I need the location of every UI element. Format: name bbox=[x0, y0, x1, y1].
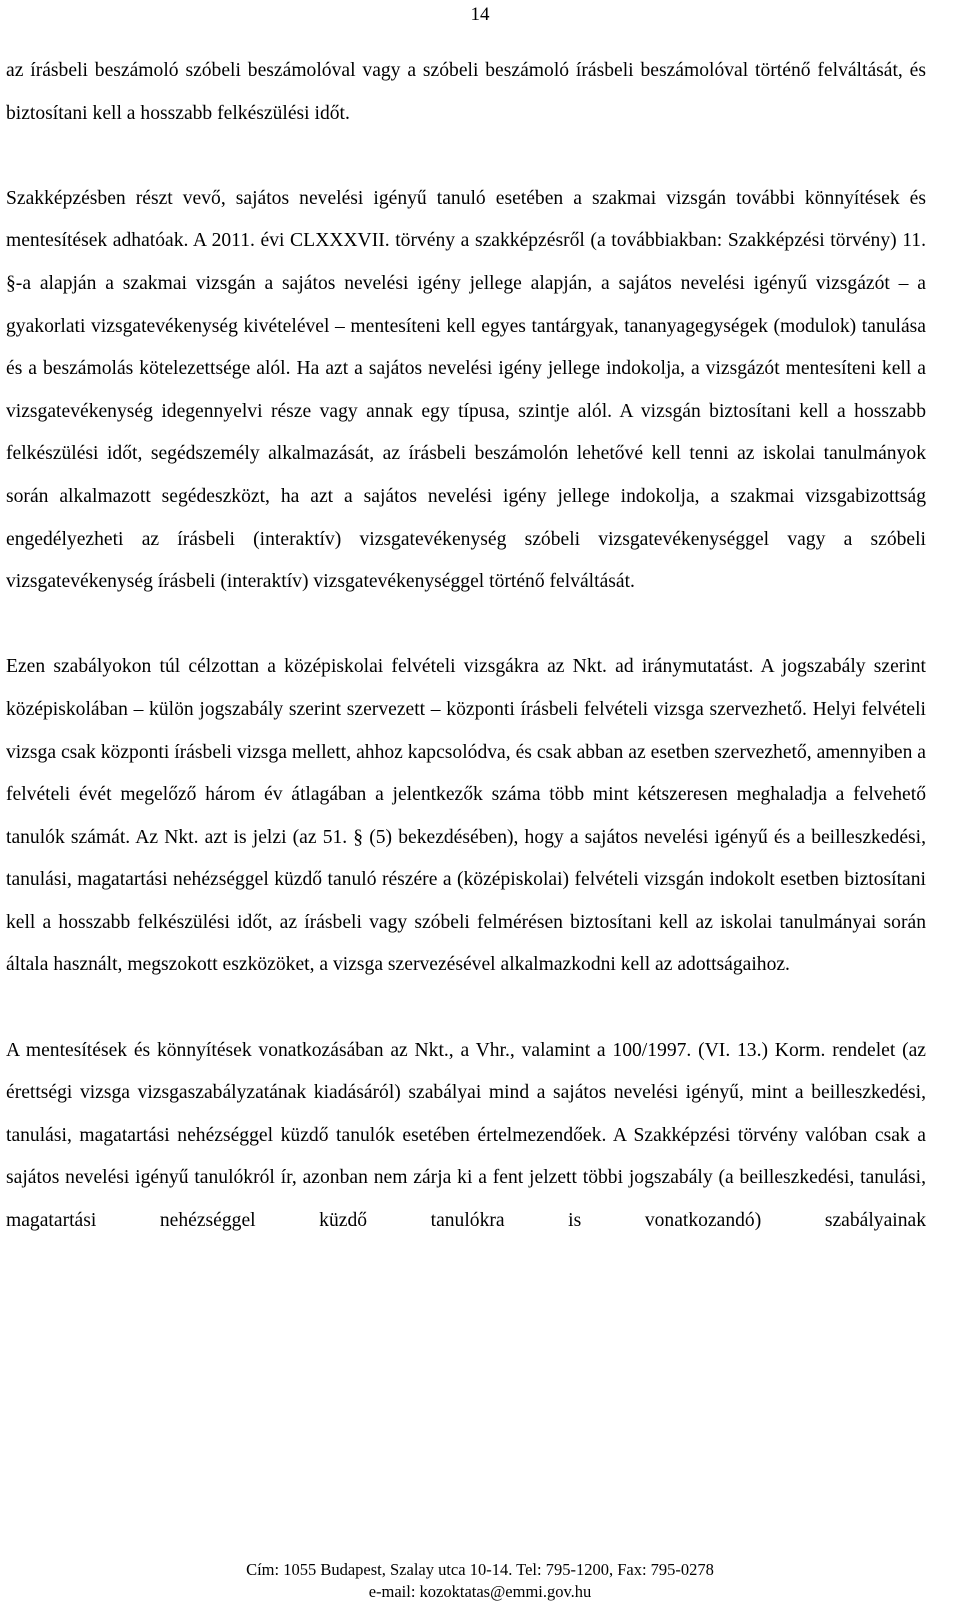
paragraph-4: A mentesítések és könnyítések vonatkozásában az Nkt., a Vhr., valamint a 100/1997. (VI. 13.) Korm. rendelet (az érettségi vizsga vizsgaszabályzatának kiadásáról) szabályai mind a sajátos nevelési igényű, mint a beilleszkedési, tanulási, magatartási nehézséggel küzdő tanulók esetében értelmezendőek. A Szakképzési törvény valóban csak a sajátos nevelési igényű tanulókról ír, azonban nem zárja ki a fent jelzett többi jogszabály (a beilleszkedési, tanulási, magatartási nehézséggel küzdő tanulókra is vonatkozandó) szabályainak bbox=[6, 1039, 926, 1232]
paragraph-1: az írásbeli beszámoló szóbeli beszámolóval vagy a szóbeli beszámoló írásbeli beszámolóval történő felváltását, és biztosítani kell a hosszabb felkészülési időt. bbox=[6, 60, 926, 124]
footer-email: e-mail: kozoktatas@emmi.gov.hu bbox=[368, 1582, 592, 1601]
document-body bbox=[6, 50, 926, 1243]
paragraph-2: Szakképzésben részt vevő, sajátos nevelési igényű tanuló esetében a szakmai vizsgán további könnyítések és mentesítések adhatóak. A 2011. évi CLXXXVII. törvény a szakképzésről (a továbbiakban: Szakképzési törvény) 11. §-a alapján a szakmai vizsgán a sajátos nevelési igény jellege alapján, a sajátos nevelési igényű vizsgázót – a gyakorlati vizsgatevékenység kivételével – mentesíteni kell egyes tantárgyak, tananyagegységek (modulok) tanulása és a beszámolás kötelezettsége alól. Ha azt a sajátos nevelési igény jellege indokolja, a vizsgázót mentesíteni kell a vizsgatevékenység idegennyelvi része vagy annak egy típusa, szintje alól. A vizsgán biztosítani kell a hosszabb felkészülési időt, segédszemély alkalmazását, az írásbeli beszámolón lehetővé kell tenni az iskolai tanulmányok során alkalmazott segédeszközt, ha azt a sajátos nevelési igény jellege indokolja, a szakmai vizsgabizottság engedélyezheti az írásbeli (interaktív) vizsgatevékenység szóbeli vizsgatevékenységgel vagy a szóbeli vizsgatevékenység írásbeli (interaktív) vizsgatevékenységgel történő felváltását. bbox=[6, 187, 926, 593]
paragraph-3: Ezen szabályokon túl célzottan a középiskolai felvételi vizsgákra az Nkt. ad iránymutatást. A jogszabály szerint középiskolában – külön jogszabály szerint szervezett – központi írásbeli felvételi vizsga szervezhető. Helyi felvételi vizsga csak központi írásbeli vizsga mellett, ahhoz kapcsolódva, és csak abban az esetben szervezhető, amennyiben a felvételi évét megelőző három év átlagában a jelentkezők száma több mint kétszeresen meghaladja a felvehető tanulók számát. Az Nkt. azt is jelzi (az 51. § (5) bekezdésében), hogy a sajátos nevelési igényű és a beilleszkedési, tanulási, magatartási nehézséggel küzdő tanuló részére a (középiskolai) felvételi vizsgán indokolt esetben biztosítani kell a hosszabb felkészülési időt, az írásbeli vagy szóbeli felmérésen biztosítani kell az iskolai tanulmányai során általa használt, megszokott eszközöket, a vizsga szervezésével alkalmazkodni kell az adottságaihoz. bbox=[6, 656, 926, 976]
footer-address: Cím: 1055 Budapest, Szalay utca 10-14. Tel: 795-1200, Fax: 795-0278 bbox=[246, 1560, 714, 1579]
page-number: 14 bbox=[470, 4, 490, 25]
